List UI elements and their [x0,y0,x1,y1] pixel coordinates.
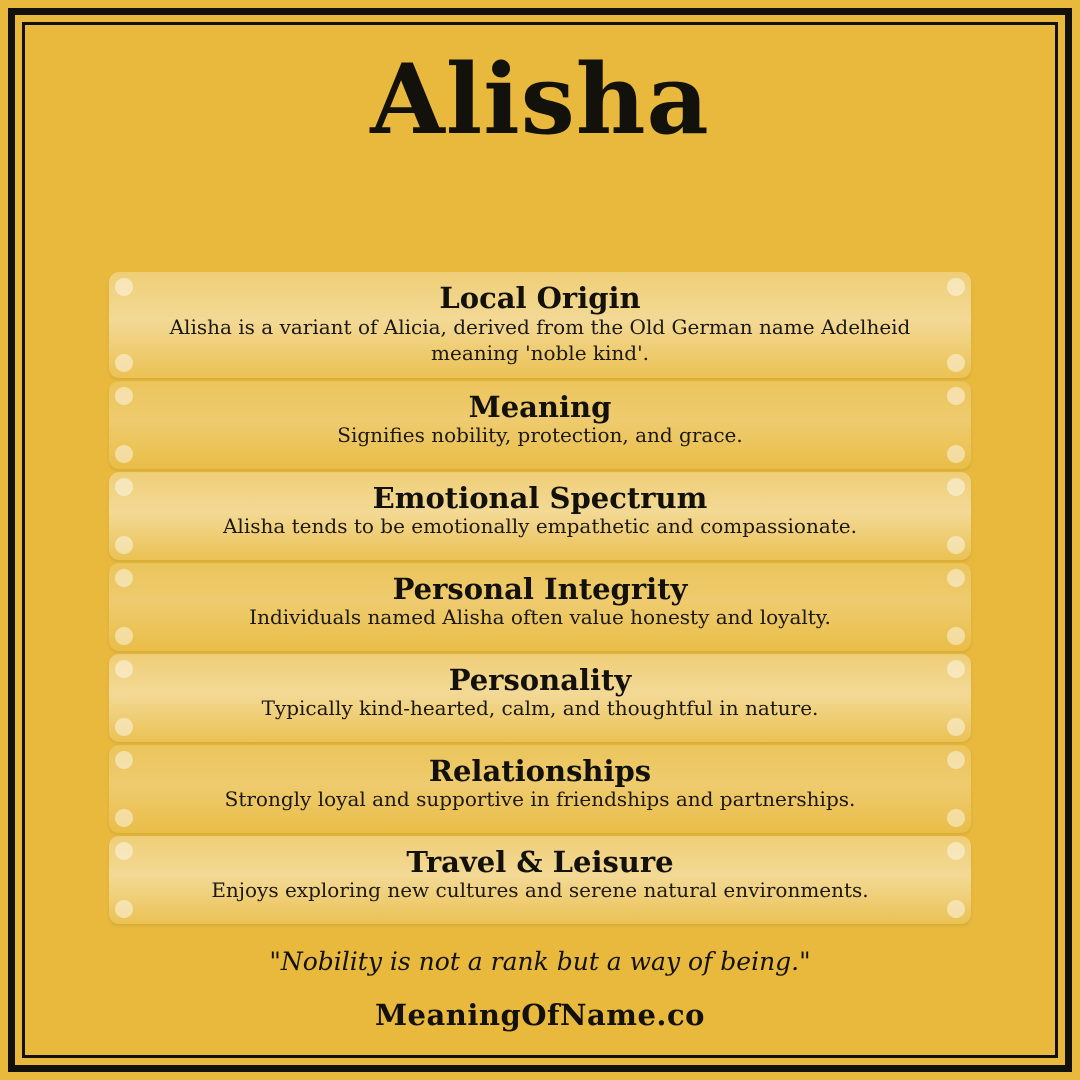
sections-list [109,272,971,923]
section-text: Alisha is a variant of Alicia, derived from the Old German name Adelheid meaning 'noble kind'. [169,314,911,365]
card-pin-icon [115,900,133,918]
section-heading: Travel & Leisure [406,844,674,879]
page-title: Alisha [370,43,710,156]
card-pin-icon [947,354,965,372]
section-text: Typically kind-hearted, calm, and thoughtful in nature. [261,695,819,720]
card-pin-icon [115,569,133,587]
card-pin-icon [947,569,965,587]
card-pin-icon [947,842,965,860]
card-pin-icon [947,627,965,645]
section-card-relationships [109,745,971,833]
card-pin-icon [115,751,133,769]
brand-name: MeaningOfName.co [374,998,706,1032]
card-pin-icon [115,842,133,860]
card-pin-icon [947,278,965,296]
card-pin-icon [115,387,133,405]
section-text: Enjoys exploring new cultures and serene natural environments. [211,877,869,902]
section-heading: Personal Integrity [392,571,688,606]
card-pin-icon [115,627,133,645]
section-card-personality [109,654,971,742]
section-heading: Local Origin [439,281,641,316]
card-pin-icon [115,536,133,554]
section-card-local-origin [109,272,971,377]
card-pin-icon [947,445,965,463]
section-heading: Emotional Spectrum [372,480,708,515]
section-card-emotional-spectrum [109,472,971,560]
card-pin-icon [947,387,965,405]
card-pin-icon [115,660,133,678]
card-pin-icon [115,809,133,827]
section-card-meaning [109,381,971,469]
card-pin-icon [115,445,133,463]
section-card-personal-integrity [109,563,971,651]
poster-content [34,34,1046,1046]
section-text: Individuals named Alisha often value honesty and loyalty. [249,604,831,629]
card-pin-icon [115,278,133,296]
card-pin-icon [947,478,965,496]
section-heading: Meaning [468,389,612,424]
card-pin-icon [947,660,965,678]
card-pin-icon [947,900,965,918]
card-pin-icon [947,751,965,769]
footer-quote: "Nobility is not a rank but a way of being." [269,947,811,976]
card-pin-icon [115,478,133,496]
section-heading: Relationships [428,753,652,788]
section-text: Signifies nobility, protection, and grace. [337,422,743,447]
card-pin-icon [115,718,133,736]
poster-footer [34,947,1046,1046]
card-pin-icon [947,536,965,554]
section-text: Alisha tends to be emotionally empathetic and compassionate. [222,513,857,538]
card-pin-icon [947,718,965,736]
card-pin-icon [947,809,965,827]
section-heading: Personality [448,662,632,697]
section-text: Strongly loyal and supportive in friendships and partnerships. [224,786,856,811]
card-pin-icon [115,354,133,372]
section-card-travel-leisure [109,836,971,924]
